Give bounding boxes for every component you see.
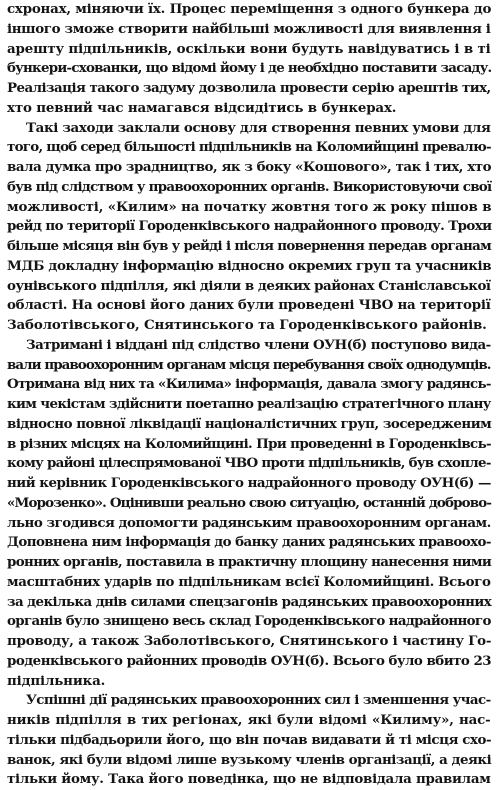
text-line: бункери-схованки, що відомі йому і де необхідно поставити засаду. bbox=[7, 60, 492, 77]
text-line: оунівського підпілля, які діяли в деяких районах Станіславської bbox=[7, 277, 491, 294]
text-line: був під слідством у правоохоронних органів. Використовуючи свої bbox=[7, 178, 492, 195]
text-line: ким чекістам здійснити поетапно реалізацію стратегічного плану bbox=[7, 396, 491, 412]
paragraph bbox=[7, 0, 491, 119]
text-line: Доповнена ним інформація до банку даних радянських правоохо- bbox=[7, 534, 491, 551]
document-page bbox=[7, 0, 491, 790]
text-line: Такі заходи заклали основу для створення певних умови для bbox=[26, 119, 491, 136]
text-line: хто певний час намагався відсидітись в бункерах. bbox=[7, 99, 397, 116]
text-line: кому районі цілеспрямованої ЧВО проти підпільників, був схопле- bbox=[7, 455, 491, 472]
text-line: Затримані і віддані під слідство члени ОУН(б) поступово вида- bbox=[26, 336, 491, 353]
text-line: в різних місцях на Коломийщині. При проведенні в Городенківсь- bbox=[7, 435, 491, 452]
paragraph bbox=[7, 119, 491, 336]
text-line: підпільника. bbox=[7, 672, 106, 689]
text-line: можливості, «Килим» на початку жовтня того ж року пішов в bbox=[7, 198, 492, 215]
text-line: іншого зможе створити найбільші можливості для виявлення і bbox=[7, 20, 491, 37]
text-line: схронах, міняючи їх. Процес переміщення з одного бункера до bbox=[7, 1, 492, 17]
text-line: того, щоб серед більшості підпільників на Коломийщині превалю- bbox=[7, 139, 491, 156]
text-line: ронних органів, поставила в практичну площину нанесення ними bbox=[7, 554, 492, 570]
text-line: ників підпілля в тих регіонах, які були відомі «Килиму», нас- bbox=[7, 712, 491, 728]
text-line: «Морозенко». Оцінивши реально свою ситуацію, останній доброво- bbox=[7, 494, 492, 511]
text-line: рейд по території Городенківського надрайонного проводу. Трохи bbox=[7, 218, 492, 235]
text-line: тільки підбадьорили його, що він почав видавати й ті місця схо- bbox=[7, 731, 492, 748]
text-line: вали правоохоронним органам місця перебування своїх однодумців. bbox=[7, 356, 491, 373]
text-line: арешту підпільників, оскільки вони будуть навідуватись і в ті bbox=[7, 40, 491, 57]
text-line: проводу, а також Заболотівського, Снятинського і частину Го- bbox=[7, 633, 492, 649]
text-line: Заболотівського, Снятинського та Городенківського районів. bbox=[7, 317, 487, 333]
text-line: масштабних ударів по підпільникам всієї Коломийщині. Всього bbox=[7, 573, 491, 590]
text-line: органів було знищено весь склад Городенківського надрайонного bbox=[7, 613, 491, 630]
text-line: тільки йому. Така його поведінка, що не відповідала правилам bbox=[7, 771, 491, 788]
paragraph bbox=[7, 691, 491, 790]
text-line: за декілька днів силами спецзагонів радянських правоохоронних bbox=[7, 593, 492, 610]
text-line: ванок, які були відомі лише вузькому членів організації, а деякі bbox=[7, 751, 492, 768]
text-line: відносно повної ліквідації націоналістичних груп, зосередженим bbox=[7, 415, 492, 432]
text-line: роденківського районних проводів ОУН(б). Всього було вбито 23 bbox=[7, 652, 492, 669]
text-line: області. На основі його даних були проведені ЧВО на території bbox=[7, 297, 491, 314]
text-line: льно згодився допомогти радянським правоохоронним органам. bbox=[7, 514, 491, 531]
text-line: вала думка про зрадництво, як з боку «Кошового», так і тих, хто bbox=[7, 159, 492, 175]
text-line: Успішні дії радянських правоохоронних сил і зменшення учас- bbox=[26, 692, 491, 709]
text-line: МДБ докладну інформацію відносно окремих груп та учасників bbox=[7, 257, 492, 274]
text-line: більше місяця він був у рейді і після повернення передав органам bbox=[7, 238, 492, 254]
text-line: Отримана від них та «Килима» інформація, давала змогу радянсь- bbox=[7, 376, 491, 393]
text-line: ний керівник Городенківського надрайонного проводу ОУН(б) — bbox=[7, 475, 491, 491]
paragraph bbox=[7, 336, 491, 692]
text-line: Реалізація такого задуму дозволила провести серію арештів тих, bbox=[7, 80, 491, 96]
